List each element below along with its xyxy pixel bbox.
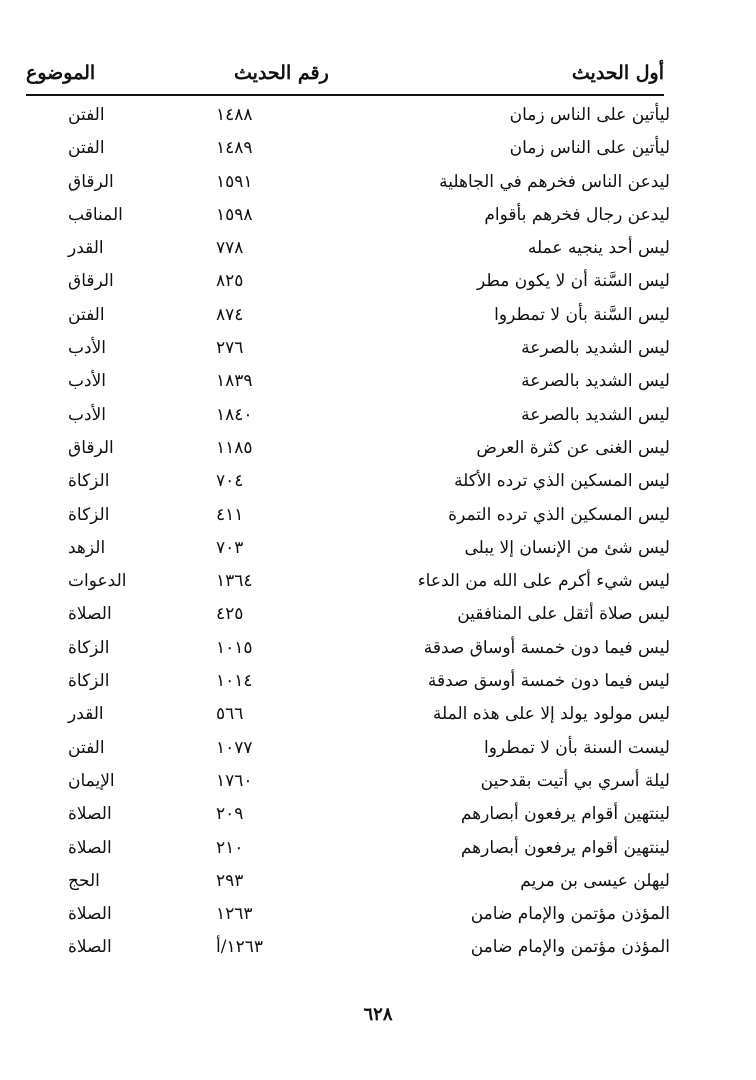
hadith-number: ٧٧٨ [216, 238, 244, 259]
hadith-first-words: ليس الغنى عن كثرة العرض [476, 437, 670, 458]
hadith-number: ٧٠٤ [216, 471, 244, 492]
table-row [0, 899, 756, 932]
table-row [0, 167, 756, 200]
hadith-number: ١٠٧٧ [216, 737, 253, 758]
hadith-topic: الزكاة [68, 637, 110, 658]
header-first-words: أول الحديث [571, 62, 664, 84]
hadith-topic: الصلاة [68, 837, 112, 858]
hadith-number: ١٨٤٠ [216, 404, 253, 425]
table-row [0, 300, 756, 333]
hadith-topic: الزكاة [68, 671, 110, 692]
hadith-number: ١٧٦٠ [216, 770, 253, 791]
hadith-number: ٨٢٥ [216, 271, 244, 292]
hadith-number: ١٤٨٨ [216, 105, 253, 125]
hadith-topic: الأدب [68, 371, 106, 392]
hadith-first-words: ليس الشديد بالصرعة [521, 338, 670, 359]
hadith-topic: الأدب [68, 338, 106, 359]
table-row [0, 100, 756, 133]
hadith-first-words: ليس شيء أكرم على الله من الدعاء [417, 571, 670, 592]
hadith-number: ١٠١٥ [216, 637, 253, 658]
hadith-first-words: لينتهين أقوام يرفعون أبصارهم [460, 804, 670, 825]
table-row [0, 533, 756, 566]
table-row [0, 566, 756, 599]
hadith-number: ٨٧٤ [216, 304, 244, 325]
hadith-first-words: ليأتين على الناس زمان [509, 138, 670, 159]
hadith-first-words: ليس السَّنة أن لا يكون مطر [476, 271, 670, 292]
hadith-number: ٢١٠ [216, 837, 244, 858]
table-row [0, 866, 756, 899]
hadith-topic: القدر [68, 704, 104, 725]
hadith-topic: الصلاة [68, 604, 112, 625]
hadith-topic: الفتن [68, 304, 105, 325]
hadith-topic: القدر [68, 238, 104, 259]
hadith-topic: الفتن [68, 105, 105, 125]
hadith-number: ١٠١٤ [216, 671, 253, 692]
hadith-number: ١٤٨٩ [216, 138, 253, 159]
hadith-topic: المناقب [68, 204, 123, 225]
hadith-topic: الصلاة [68, 937, 112, 958]
hadith-first-words: ليدعن الناس فخرهم في الجاهلية [439, 171, 670, 192]
table-row [0, 799, 756, 832]
table-row [0, 266, 756, 299]
table-row [0, 699, 756, 732]
table-row [0, 733, 756, 766]
hadith-first-words: ليس السَّنة بأن لا تمطروا [494, 304, 670, 325]
hadith-first-words: ليس المسكين الذي ترده الأكلة [454, 471, 670, 492]
hadith-number: ١٥٩٨ [216, 204, 253, 225]
table-row [0, 599, 756, 632]
hadith-topic: الحج [68, 870, 100, 891]
hadith-first-words: ليلة أسري بي أتيت بقدحين [480, 770, 670, 791]
hadith-number: ١١٨٥ [216, 437, 253, 458]
page-number: ٦٢٨ [363, 1004, 393, 1025]
hadith-topic: الصلاة [68, 804, 112, 825]
header-topic: الموضوع [26, 62, 96, 84]
table-row [0, 633, 756, 666]
hadith-number: ٧٠٣ [216, 537, 244, 558]
hadith-number: ٥٦٦ [216, 704, 244, 725]
header-hadith-number: رقم الحديث [234, 62, 329, 84]
hadith-number: ٢٧٦ [216, 338, 244, 359]
table-row [0, 233, 756, 266]
table-row [0, 400, 756, 433]
hadith-number: ٤١١ [216, 504, 244, 525]
hadith-number: ١٢٦٣/أ [216, 937, 263, 958]
table-row [0, 333, 756, 366]
hadith-topic: الصلاة [68, 904, 112, 925]
table-row [0, 932, 756, 965]
hadith-first-words: ليدعن رجال فخرهم بأقوام [484, 204, 670, 225]
hadith-number: ١٨٣٩ [216, 371, 253, 392]
hadith-number: ١٣٦٤ [216, 571, 253, 592]
hadith-first-words: ليس أحد ينجيه عمله [527, 238, 670, 259]
hadith-topic: الرقاق [68, 437, 114, 458]
hadith-topic: الزهد [68, 537, 106, 558]
table-row [0, 766, 756, 799]
hadith-topic: الدعوات [68, 571, 127, 592]
table-row [0, 500, 756, 533]
table-row [0, 366, 756, 399]
hadith-first-words: ليس مولود يولد إلا على هذه الملة [432, 704, 670, 725]
hadith-first-words: ليس الشديد بالصرعة [521, 404, 670, 425]
hadith-topic: الزكاة [68, 504, 110, 525]
hadith-topic: الأدب [68, 404, 106, 425]
hadith-topic: الفتن [68, 138, 105, 159]
hadith-number: ٤٢٥ [216, 604, 244, 625]
hadith-topic: الرقاق [68, 171, 114, 192]
hadith-first-words: ليس شئ من الإنسان إلا يبلى [464, 537, 670, 558]
hadith-number: ٢٩٣ [216, 870, 244, 891]
table-row [0, 433, 756, 466]
hadith-first-words: ليهلن عيسى بن مريم [520, 870, 670, 891]
hadith-first-words: ليس فيما دون خمسة أوسق صدقة [427, 671, 670, 692]
hadith-first-words: ليس الشديد بالصرعة [521, 371, 670, 392]
hadith-first-words: ليس المسكين الذي ترده التمرة [448, 504, 670, 525]
hadith-first-words: ليس صلاة أثقل على المنافقين [457, 604, 670, 625]
hadith-topic: الفتن [68, 737, 105, 758]
hadith-topic: الإيمان [68, 770, 115, 791]
table-row [0, 833, 756, 866]
table-row [0, 133, 756, 166]
hadith-number: ٢٠٩ [216, 804, 244, 825]
hadith-first-words: ليست السنة بأن لا تمطروا [483, 737, 670, 758]
hadith-first-words: المؤذن مؤتمن والإمام ضامن [470, 937, 670, 958]
index-table [0, 100, 756, 966]
hadith-first-words: ليأتين على الناس زمان [509, 105, 670, 125]
table-row [0, 200, 756, 233]
table-header [26, 58, 664, 96]
hadith-number: ١٢٦٣ [216, 904, 253, 925]
hadith-first-words: ليس فيما دون خمسة أوساق صدقة [423, 637, 670, 658]
hadith-first-words: لينتهين أقوام يرفعون أبصارهم [460, 837, 670, 858]
hadith-number: ١٥٩١ [216, 171, 253, 192]
hadith-topic: الرقاق [68, 271, 114, 292]
table-row [0, 666, 756, 699]
hadith-topic: الزكاة [68, 471, 110, 492]
table-row [0, 466, 756, 499]
hadith-first-words: المؤذن مؤتمن والإمام ضامن [470, 904, 670, 925]
